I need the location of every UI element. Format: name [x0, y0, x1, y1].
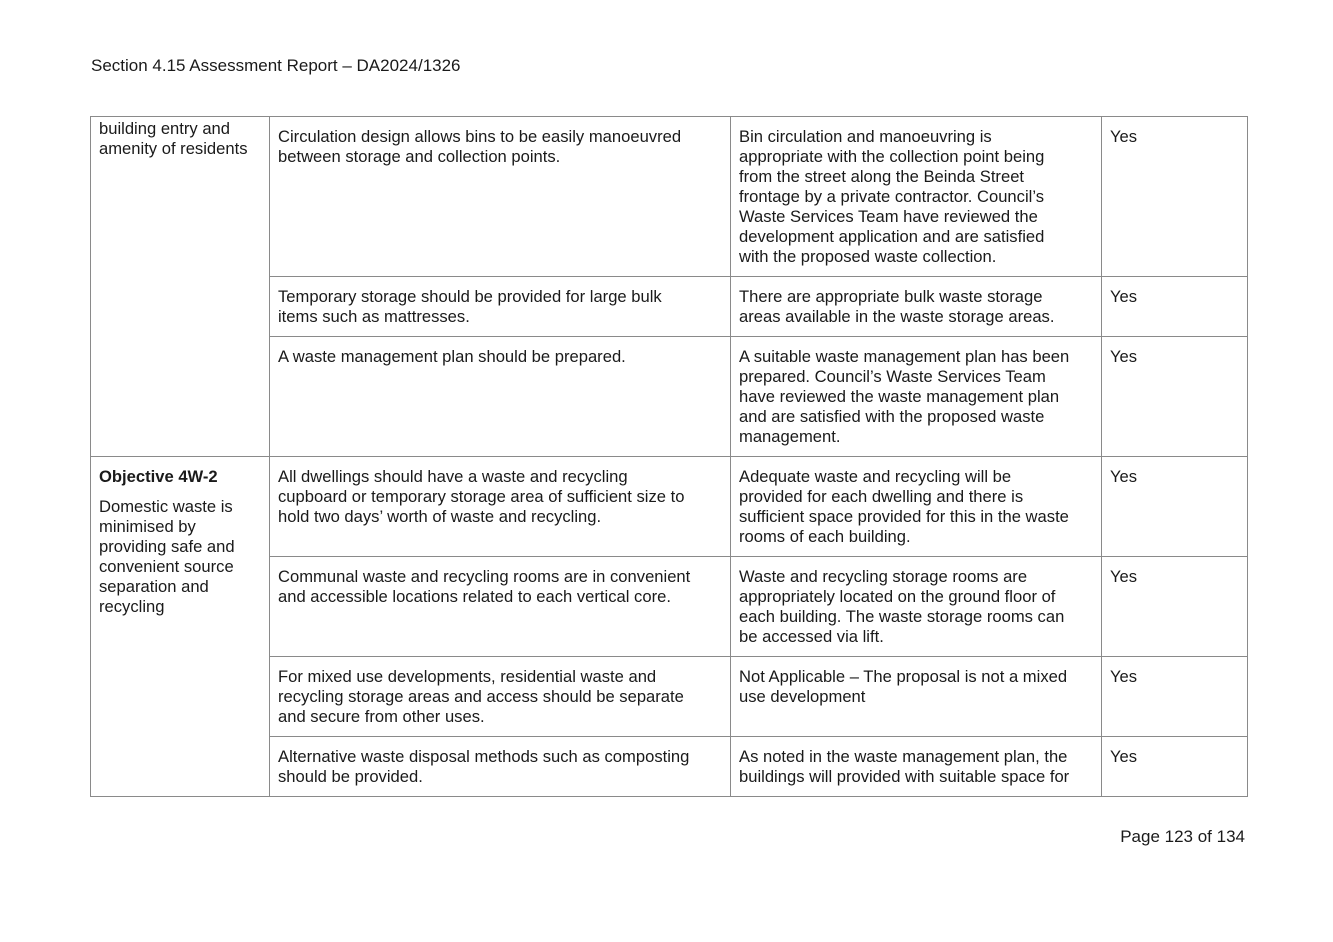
comment-cell: Waste and recycling storage rooms are appropriately located on the ground floor of each building. The waste storage rooms can be accessed via lift. [731, 557, 1102, 657]
page-number: Page 123 of 134 [1120, 827, 1245, 846]
page-header: Section 4.15 Assessment Report – DA2024/1326 [91, 56, 461, 75]
control-cell: For mixed use developments, residential waste and recycling storage areas and access should be separate and secure from other uses. [270, 657, 731, 737]
compliance-cell: Yes [1102, 657, 1248, 737]
comment-cell: Not Applicable – The proposal is not a mixed use development [731, 657, 1102, 737]
comment-cell: As noted in the waste management plan, the buildings will provided with suitable space for [731, 737, 1102, 797]
control-cell: A waste management plan should be prepared. [270, 337, 731, 457]
table-row [91, 117, 1248, 277]
objective-text: Domestic waste is minimised by providing safe and convenient source separation and recycling [99, 497, 235, 616]
compliance-cell: Yes [1102, 737, 1248, 797]
assessment-table [90, 116, 1248, 797]
compliance-cell: Yes [1102, 457, 1248, 557]
control-cell: Communal waste and recycling rooms are in convenient and accessible locations related to each vertical core. [270, 557, 731, 657]
objective-title: Objective 4W-2 [99, 467, 218, 486]
compliance-cell: Yes [1102, 117, 1248, 277]
comment-cell: There are appropriate bulk waste storage areas available in the waste storage areas. [731, 277, 1102, 337]
control-cell: All dwellings should have a waste and recycling cupboard or temporary storage area of sufficient size to hold two days’ worth of waste and recycling. [270, 457, 731, 557]
compliance-cell: Yes [1102, 277, 1248, 337]
compliance-cell: Yes [1102, 337, 1248, 457]
table-row [91, 457, 1248, 557]
comment-cell: Adequate waste and recycling will be provided for each dwelling and there is sufficient space provided for this in the waste rooms of each building. [731, 457, 1102, 557]
control-cell: Circulation design allows bins to be easily manoeuvred between storage and collection points. [270, 117, 731, 277]
objective-cell [91, 117, 270, 457]
compliance-cell: Yes [1102, 557, 1248, 657]
comment-cell: A suitable waste management plan has been prepared. Council’s Waste Services Team have reviewed the waste management plan and are satisfied with the proposed waste management. [731, 337, 1102, 457]
objective-cell [91, 457, 270, 797]
control-cell: Temporary storage should be provided for large bulk items such as mattresses. [270, 277, 731, 337]
comment-cell: Bin circulation and manoeuvring is appropriate with the collection point being from the street along the Beinda Street frontage by a private contractor. Council’s Waste Services Team have reviewed the development application and are satisfied with the proposed waste collection. [731, 117, 1102, 277]
control-cell: Alternative waste disposal methods such as composting should be provided. [270, 737, 731, 797]
objective-text: building entry and amenity of residents [99, 119, 248, 158]
